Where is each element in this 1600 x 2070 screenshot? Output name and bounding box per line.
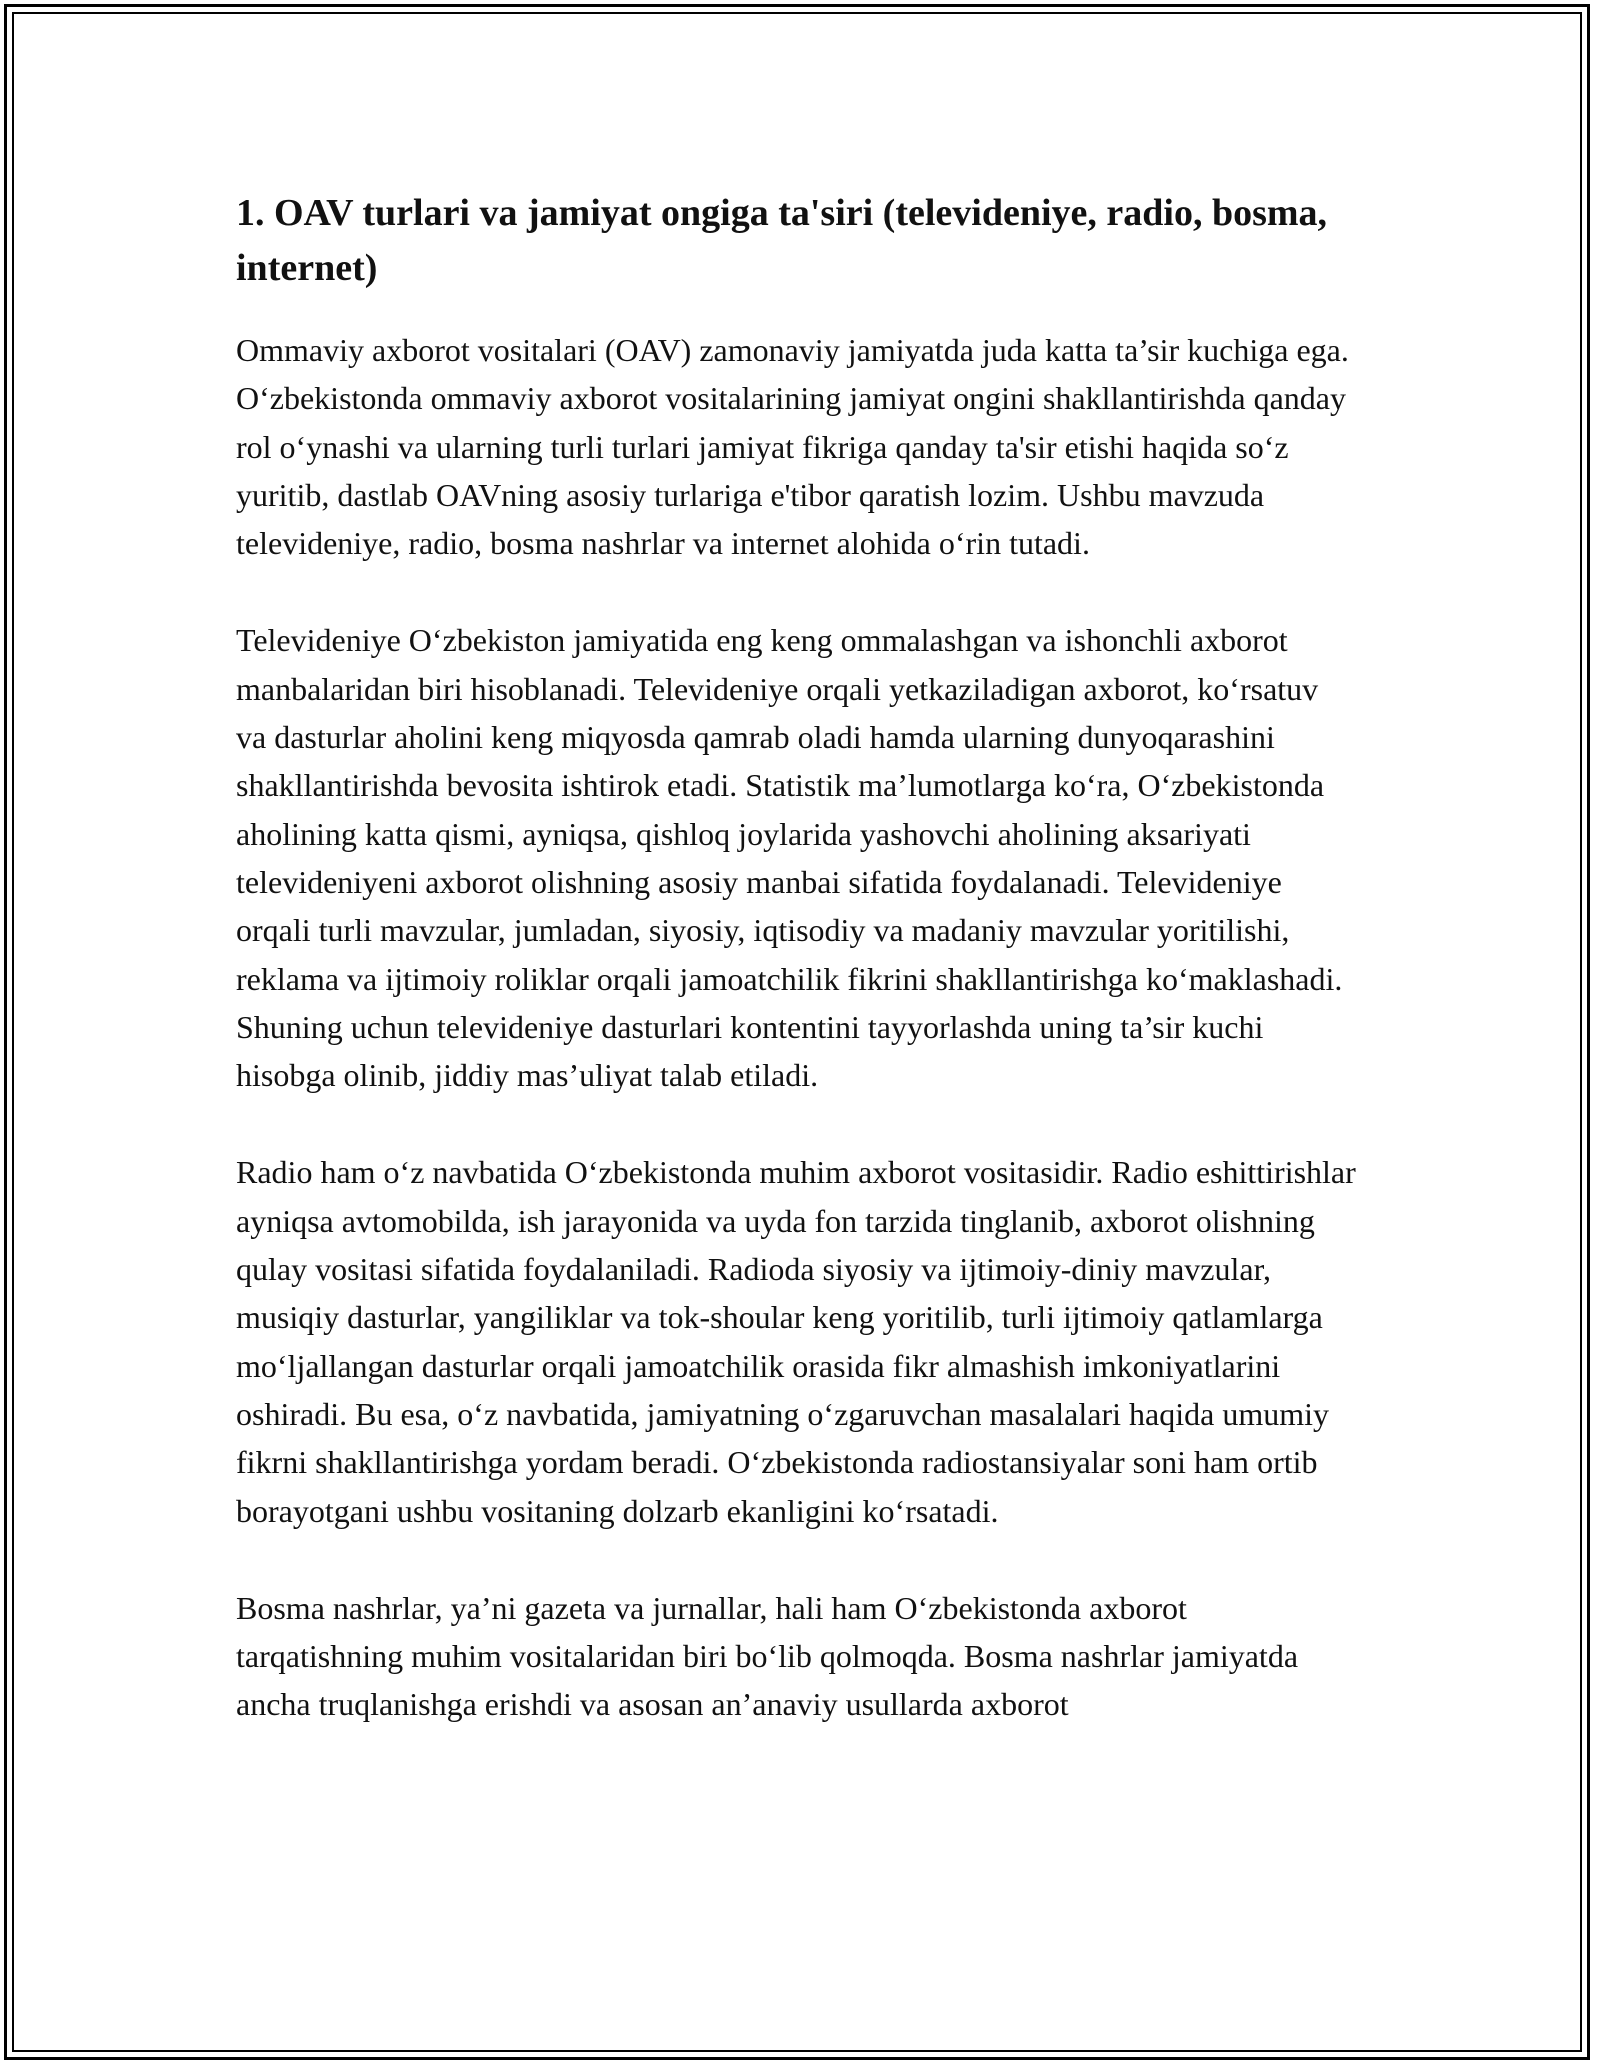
paragraph-print-media: Bosma nashrlar, ya’ni gazeta va jurnallar, hali ham O‘zbekistonda axborot tarqatishning muhim vositalaridan biri bo‘lib qolmoqda. Bosma nashrlar jamiyatda ancha truqlanishga erishdi va asosan an’anaviy usullarda axborot (236, 1589, 1299, 1723)
paragraph-television: Televideniye O‘zbekiston jamiyatida eng keng ommalashgan va ishonchli axborot manbalaridan biri hisoblanadi. Televideniye orqali yetkaziladigan axborot, ko‘rsatuv va dasturlar aholini keng miqyosda qamrab oladi hamda ularning dunyoqarashini shakllantirishda bevosita ishtirok etadi. Statistik ma’lumotlarga ko‘ra, O‘zbekistonda aholining katta qismi, ayniqsa, qishloq joylarida yashovchi aholining aksariyati televideniyeni axborot olishning asosiy manbai sifatida foydalanadi. Televideniye orqali turli mavzular, jumladan, siyosiy, iqtisodiy va madaniy mavzular yoritilishi, reklama va ijtimoiy roliklar orqali jamoatchilik fikrini shakllantirishga ko‘maklashadi. Shuning uchun televideniye dasturlari kontentini tayyorlashda uning ta’sir kuchi hisobga olinib, jiddiy mas’uliyat talab etiladi. (236, 622, 1343, 1094)
document-content (236, 186, 1356, 1778)
document-title: 1. OAV turlari va jamiyat ongiga ta'siri (televideniye, radio, bosma, internet) (236, 192, 1328, 289)
paragraph-radio: Radio ham o‘z navbatida O‘zbekistonda muhim axborot vositasidir. Radio eshittirishlar ayniqsa avtomobilda, ish jarayonida va uyda fon tarzida tinglanib, axborot olishning qulay vositasi sifatida foydalaniladi. Radioda siyosiy va ijtimoiy-diniy mavzular, musiqiy dasturlar, yangiliklar va tok-shoular keng yoritilib, turli ijtimoiy qatlamlarga mo‘ljallangan dasturlar orqali jamoatchilik orasida fikr almashish imkoniyatlarini oshiradi. Bu esa, o‘z navbatida, jamiyatning o‘zgaruvchan masalalari haqida umumiy fikrni shakllantirishga yordam beradi. O‘zbekistonda radiostansiyalar soni ham ortib borayotgani ushbu vositaning dolzarb ekanligini ko‘rsatadi. (236, 1154, 1356, 1529)
paragraph-intro: Ommaviy axborot vositalari (OAV) zamonaviy jamiyatda juda katta ta’sir kuchiga ega. O‘zbekistonda ommaviy axborot vositalarining jamiyat ongini shakllantirishda qanday rol o‘ynashi va ularning turli turlari jamiyat fikriga qanday ta'sir etishi haqida so‘z yuritib, dastlab OAVning asosiy turlariga e'tibor qaratish lozim. Ushbu mavzuda televideniye, radio, bosma nashrlar va internet alohida o‘rin tutadi. (236, 332, 1349, 562)
